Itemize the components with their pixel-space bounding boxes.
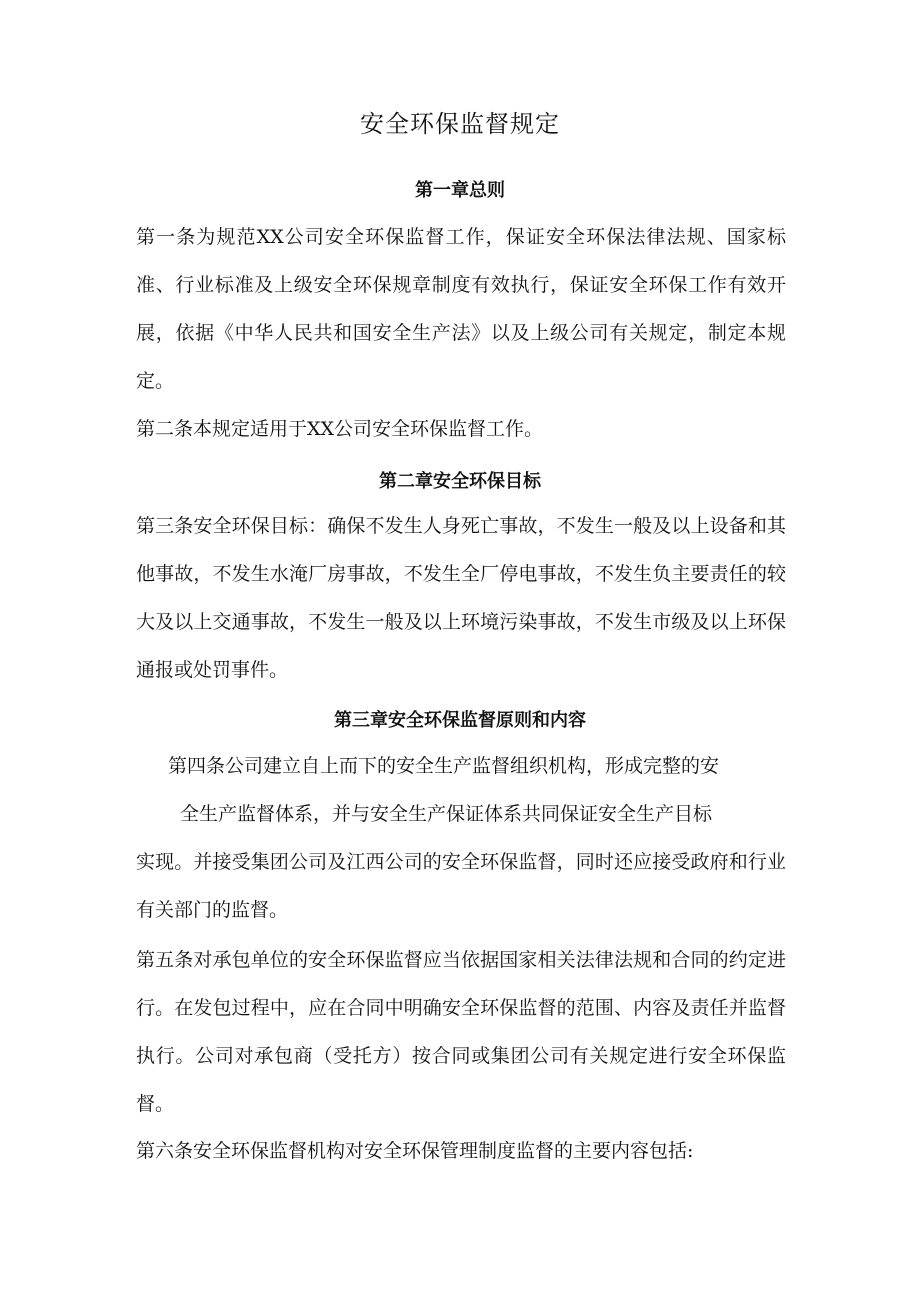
article-4-continuation: 实现。并接受集团公司及江西公司的安全环保监督，同时还应接受政府和行业有关部门的监督。 [136,851,786,921]
article-4-line-2: 全生产监督体系，并与安全生产保证体系共同保证安全生产目标 [180,803,713,825]
article-3: 第三条安全环保目标：确保不发生人身死亡事故，不发生一般及以上设备和其他事故，不发生水淹厂房事故，不发生全厂停电事故，不发生负主要责任的较大及以上交通事故，不发生一般及以上环境污染事故，不发生市级及以上环保通报或处罚事件。 [136,515,786,681]
article-4-line-1: 第四条公司建立自上而下的安全生产监督组织机构，形成完整的安 [168,755,720,777]
article-2: 第二条本规定适用于XX公司安全环保监督工作。 [136,418,544,440]
document-title: 安全环保监督规定 [360,110,560,138]
chapter-1-heading: 第一章总则 [415,180,505,201]
chapter-3-heading: 第三章安全环保监督原则和内容 [334,710,586,731]
chapter-2-heading: 第二章安全环保目标 [379,471,541,492]
article-6: 第六条安全环保监督机构对安全环保管理制度监督的主要内容包括: [136,1140,694,1162]
article-1: 第一条为规范XX公司安全环保监督工作，保证安全环保法律法规、国家标准、行业标准及上级安全环保规章制度有效执行，保证安全环保工作有效开展，依据《中华人民共和国安全生产法》以及上级公司有关规定，制定本规定。 [136,226,786,392]
article-5: 第五条对承包单位的安全环保监督应当依据国家相关法律法规和合同的约定进行。在发包过程中，应在合同中明确安全环保监督的范围、内容及责任并监督执行。公司对承包商（受托方）按合同或集团公司有关规定进行安全环保监督。 [136,949,786,1115]
